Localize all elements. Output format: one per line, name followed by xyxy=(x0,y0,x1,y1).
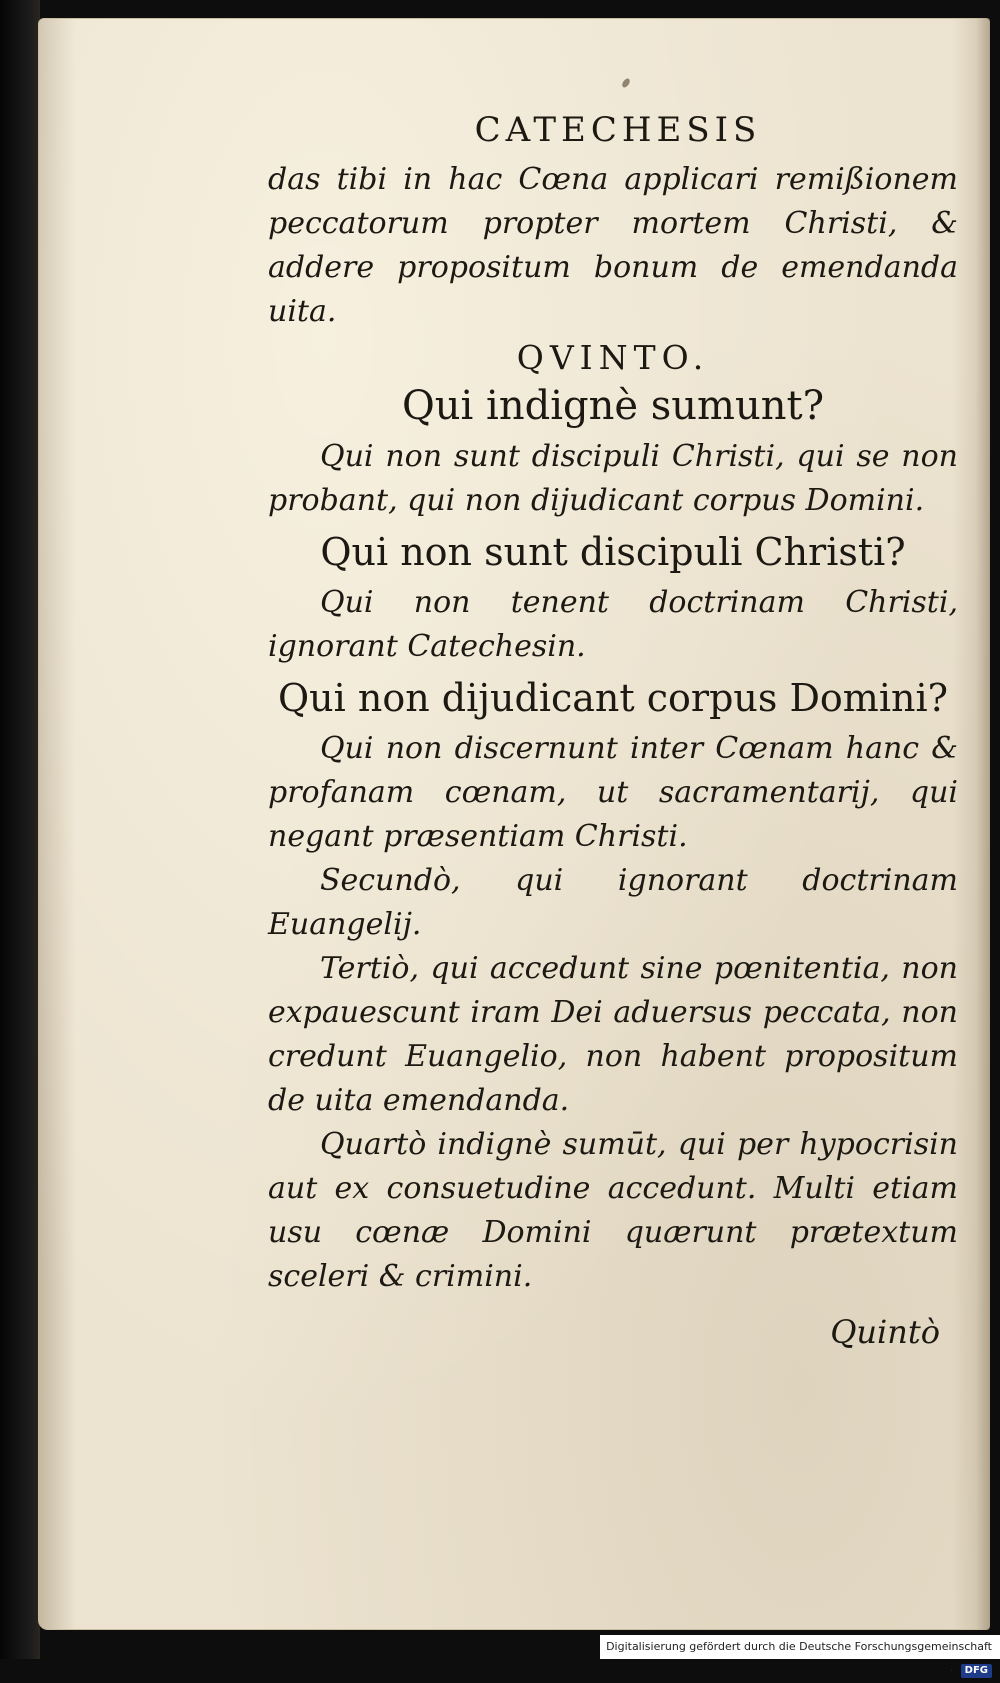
catchword: Quintò xyxy=(830,1313,940,1351)
text-block xyxy=(268,110,958,1351)
running-head: CATECHESIS xyxy=(474,110,762,150)
page-edge-shadow xyxy=(976,18,990,1630)
answer-paragraph-quarto: Quartò indignè sumūt, qui per hypocrisin aut ex consuetudine accedunt. Multi etiam usu cœnæ Domini quærunt prætextum sceleri & crimini. xyxy=(268,1127,958,1294)
answer-paragraph-tertio: Tertiò, qui accedunt sine pœnitentia, non expauescunt iram Dei aduersus peccata, non credunt Euangelio, non habent propositum de uita emendanda. xyxy=(268,951,958,1118)
book-page xyxy=(38,18,990,1630)
digitization-credit-bar xyxy=(600,1635,1000,1677)
question-non-discipuli: Qui non sunt discipuli Christi? xyxy=(320,530,906,574)
ink-speck xyxy=(621,77,632,89)
dfg-logo: DFG xyxy=(961,1664,992,1678)
question-non-dijudicant: Qui non dijudicant corpus Domini? xyxy=(278,676,948,720)
question-indigne-sumunt: Qui indignè sumunt? xyxy=(401,383,825,429)
digitization-credit-text: Digitalisierung gefördert durch die Deutsche Forschungsgemeinschaft · xyxy=(606,1640,992,1677)
answer-paragraph: Qui non discernunt inter Cœnam hanc & profanam cœnam, ut sacramentarij, qui negant præsentiam Christi. xyxy=(268,731,958,854)
continuation-paragraph: das tibi in hac Cœna applicari remißionem peccatorum propter mortem Christi, & addere propositum bonum de emendanda uita. xyxy=(268,162,958,329)
answer-paragraph: Qui non tenent doctrinam Christi, ignorant Catechesin. xyxy=(268,585,958,664)
section-heading-quinto: QVINTO. xyxy=(516,338,710,377)
scan-background-left xyxy=(0,0,40,1659)
answer-paragraph: Qui non sunt discipuli Christi, qui se non probant, qui non dijudicant corpus Domini. xyxy=(268,439,958,518)
answer-paragraph-secundo: Secundò, qui ignorant doctrinam Euangelij. xyxy=(268,863,958,942)
